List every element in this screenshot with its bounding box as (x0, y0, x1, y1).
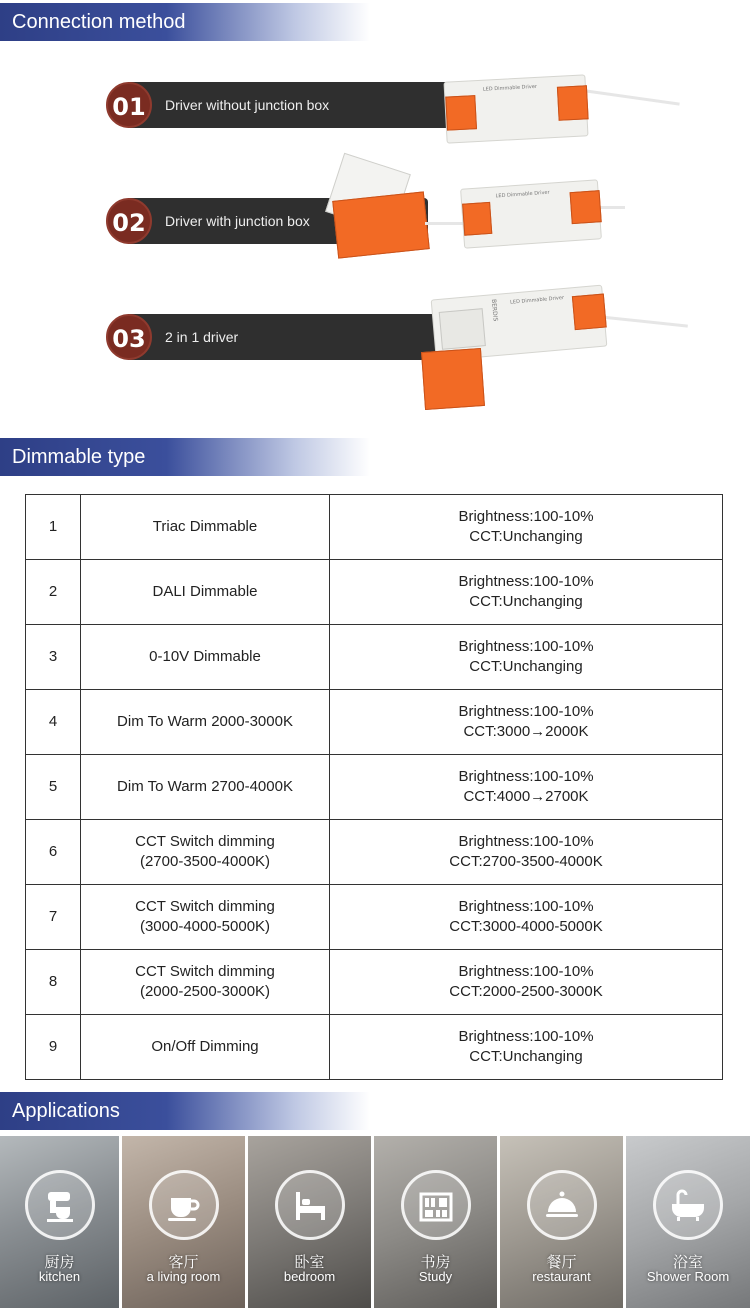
application-label-en: kitchen (38, 1269, 81, 1284)
driver-label-text: LED Dimmable Driver (495, 189, 550, 200)
dimming-type-cell (81, 885, 330, 950)
dimming-type: CCT Switch dimming (135, 898, 275, 915)
dimming-spec-cell (330, 690, 723, 755)
dimming-type: Dim To Warm 2000-3000K (117, 713, 293, 730)
dimming-type-cell (81, 495, 330, 560)
driver-cable (585, 89, 679, 105)
dimmable-type-header: Dimmable type (0, 438, 370, 476)
row-number: 9 (26, 1015, 81, 1080)
application-label-cn: 书房 (420, 1253, 451, 1271)
dimming-type-cell (81, 560, 330, 625)
table-row (26, 1015, 723, 1080)
brightness-spec: Brightness:100-10% (458, 898, 594, 915)
bookshelf-icon (401, 1170, 471, 1240)
connection-label: Driver without junction box (165, 97, 330, 113)
dimming-type-cell (81, 950, 330, 1015)
dimming-range: (2700-3500-4000K) (139, 853, 271, 870)
connection-number-badge: 02 (106, 198, 152, 244)
table-row (26, 690, 723, 755)
dimming-spec-cell (330, 1015, 723, 1080)
dimmable-type-table (25, 494, 723, 1080)
table-row (26, 755, 723, 820)
dimming-type: CCT Switch dimming (135, 833, 275, 850)
dimming-type-cell (81, 820, 330, 885)
row-number: 4 (26, 690, 81, 755)
dimming-spec-cell (330, 625, 723, 690)
cct-spec: CCT:Unchanging (469, 1048, 583, 1065)
application-label-cn: 厨房 (44, 1253, 75, 1271)
table-row (26, 625, 723, 690)
row-number: 5 (26, 755, 81, 820)
applications-gallery (0, 1136, 750, 1308)
brightness-spec: Brightness:100-10% (458, 573, 594, 590)
brightness-spec: Brightness:100-10% (458, 1028, 594, 1045)
dimming-type: 0-10V Dimmable (149, 648, 261, 665)
serving-cloche-icon (527, 1170, 597, 1240)
driver-brand-text: BERDIS (489, 298, 499, 322)
kitchen-mixer-icon (25, 1170, 95, 1240)
dimming-spec-cell (330, 560, 723, 625)
application-shower-room (626, 1136, 750, 1308)
application-label-cn: 卧室 (294, 1253, 325, 1271)
bed-icon (275, 1170, 345, 1240)
dimming-spec-cell (330, 950, 723, 1015)
dimming-spec-cell (330, 495, 723, 560)
connection-label: Driver with junction box (165, 213, 310, 229)
connection-item-1 (106, 82, 466, 128)
dimming-type-cell (81, 755, 330, 820)
row-number: 6 (26, 820, 81, 885)
application-restaurant (500, 1136, 626, 1308)
row-number: 2 (26, 560, 81, 625)
table-row (26, 820, 723, 885)
table-row (26, 495, 723, 560)
application-kitchen (0, 1136, 122, 1308)
dimming-range: (2000-2500-3000K) (139, 983, 271, 1000)
table-row (26, 950, 723, 1015)
application-bedroom (248, 1136, 374, 1308)
cct-spec: CCT:2000-2500-3000K (449, 983, 603, 1000)
row-number: 3 (26, 625, 81, 690)
dimming-type-cell (81, 1015, 330, 1080)
applications-header: Applications (0, 1092, 370, 1130)
cct-spec: CCT:3000→2000K (463, 723, 589, 740)
terminal-block (439, 308, 486, 350)
application-label-en: a living room (146, 1269, 221, 1284)
dimming-type: Triac Dimmable (152, 518, 258, 535)
dimming-type-cell (81, 625, 330, 690)
row-number: 1 (26, 495, 81, 560)
row-number: 7 (26, 885, 81, 950)
connection-label: 2 in 1 driver (165, 329, 239, 345)
cct-spec: CCT:3000-4000-5000K (449, 918, 603, 935)
dimming-type: DALI Dimmable (152, 583, 258, 600)
application-label-cn: 浴室 (672, 1253, 703, 1271)
brightness-spec: Brightness:100-10% (458, 703, 594, 720)
connection-number-badge: 01 (106, 82, 152, 128)
brightness-spec: Brightness:100-10% (458, 833, 594, 850)
application-label-cn: 餐厅 (546, 1253, 577, 1271)
led-driver-image (460, 179, 602, 248)
brightness-spec: Brightness:100-10% (458, 963, 594, 980)
dimming-type: On/Off Dimming (151, 1038, 259, 1055)
brightness-spec: Brightness:100-10% (458, 768, 594, 785)
junction-box-image (332, 191, 430, 258)
cct-spec: CCT:4000→2700K (463, 788, 589, 805)
driver-label-text: LED Dimmable Driver (482, 83, 538, 93)
dimming-type: CCT Switch dimming (135, 963, 275, 980)
dimming-type-cell (81, 690, 330, 755)
connection-method-header: Connection method (0, 3, 370, 41)
dimming-spec-cell (330, 755, 723, 820)
cct-spec: CCT:Unchanging (469, 528, 583, 545)
driver-terminal-cover (462, 202, 492, 236)
brightness-spec: Brightness:100-10% (458, 508, 594, 525)
driver-terminal-cover (570, 190, 602, 224)
cct-spec: CCT:2700-3500-4000K (449, 853, 603, 870)
table-row (26, 885, 723, 950)
junction-box-cover-image (421, 348, 485, 410)
brightness-spec: Brightness:100-10% (458, 638, 594, 655)
driver-cable (600, 315, 688, 327)
application-study (374, 1136, 500, 1308)
driver-label-text: LED Dimmable Driver (509, 294, 565, 306)
coffee-cup-icon (149, 1170, 219, 1240)
application-label-cn: 客厅 (168, 1253, 199, 1271)
cct-spec: CCT:Unchanging (469, 593, 583, 610)
cct-spec: CCT:Unchanging (469, 658, 583, 675)
connection-number-badge: 03 (106, 314, 152, 360)
table-row (26, 560, 723, 625)
driver-terminal-cover (557, 85, 589, 121)
dimming-type: Dim To Warm 2700-4000K (117, 778, 293, 795)
application-living-room (122, 1136, 248, 1308)
dimming-spec-cell (330, 885, 723, 950)
dimming-range: (3000-4000-5000K) (139, 918, 271, 935)
driver-cable (425, 222, 465, 225)
application-label-en: Study (418, 1269, 453, 1284)
application-label-en: bedroom (283, 1269, 336, 1284)
application-label-en: restaurant (532, 1269, 591, 1284)
row-number: 8 (26, 950, 81, 1015)
bathtub-icon (653, 1170, 723, 1240)
dimming-spec-cell (330, 820, 723, 885)
application-label-en: Shower Room (646, 1269, 730, 1284)
driver-terminal-cover (572, 294, 607, 331)
driver-terminal-cover (445, 95, 477, 131)
led-driver-image (443, 74, 588, 143)
